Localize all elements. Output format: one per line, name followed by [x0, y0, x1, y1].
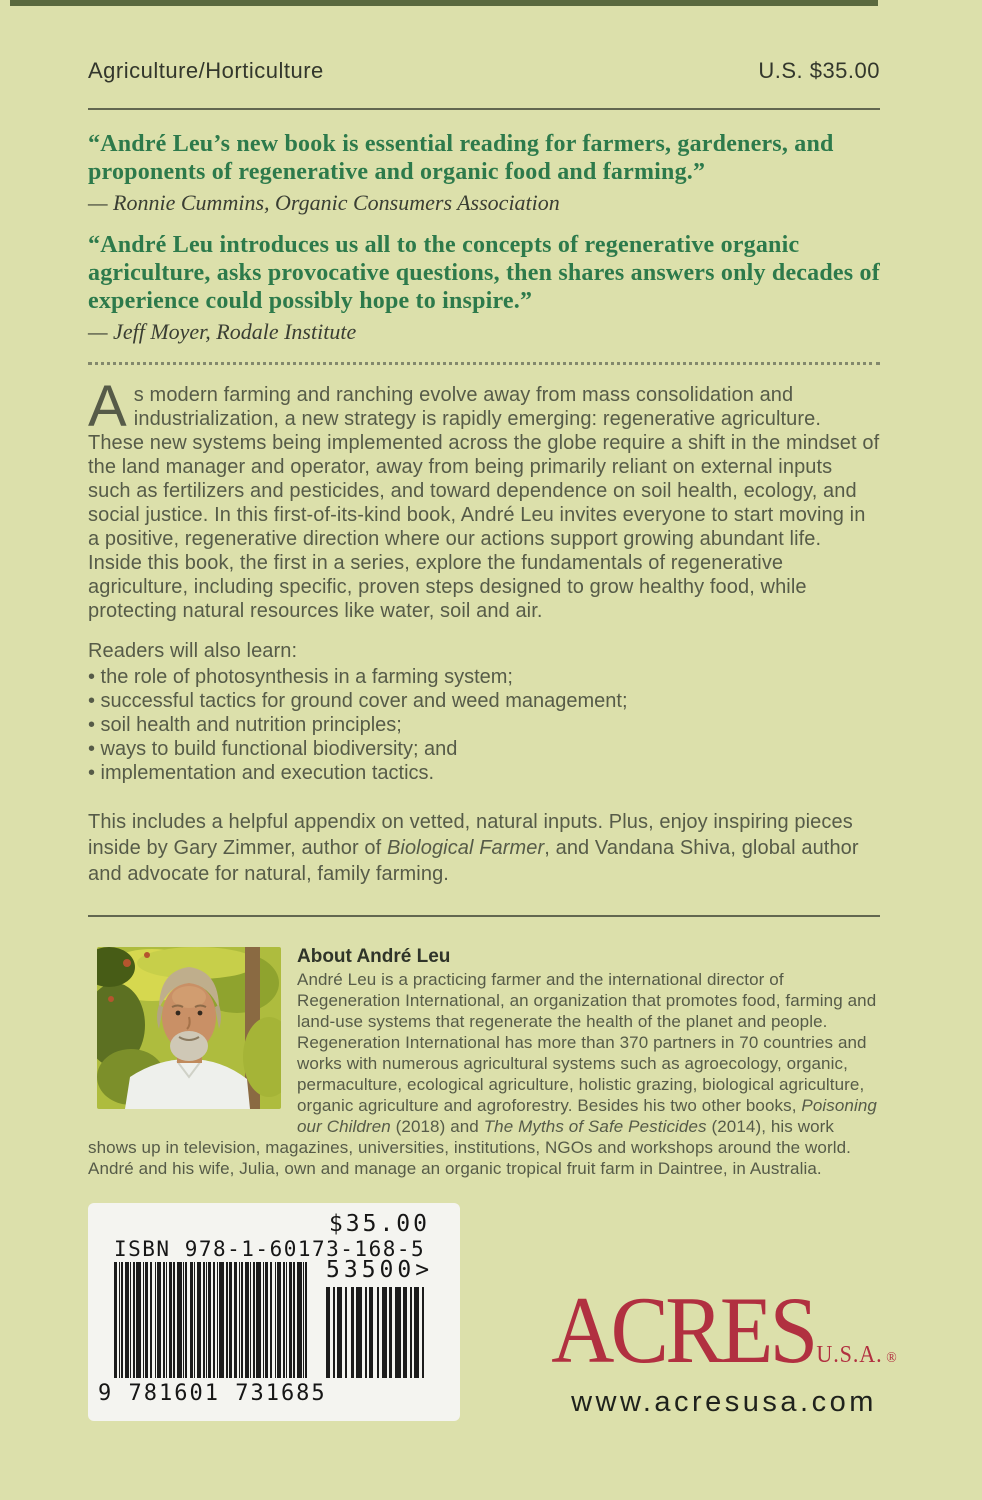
- book-title-italic: The Myths of Safe Pesticides: [483, 1117, 707, 1136]
- synopsis-text: s modern farming and ranching evolve away from mass consolidation and industrialization, a new strategy is rapidly emerging: regenerative agriculture. These new systems being implemented across the globe require a shift in the mindset of the land manager and operator, away from being primarily reliant on external inputs such as fertilizers and pesticides, and toward dependence on soil health, ecology, and social justice. In this first-of-its-kind book, André Leu invites everyone to start moving in a positive, regenerative direction where our actions support growing abundant life. Inside this book, the first in a series, explore the fundamentals of regenerative agriculture, including specific, proven steps designed to grow healthy food, while protecting natural resources like water, soil and air.: [88, 384, 880, 622]
- category-label: Agriculture/Horticulture: [88, 58, 324, 83]
- barcode-isbn: ISBN 978-1-60173-168-5: [114, 1237, 426, 1261]
- barcode-supplement: 53500>: [326, 1257, 434, 1283]
- about-text: (2018) and: [390, 1117, 484, 1136]
- about-author-section: [88, 943, 880, 1179]
- closing-text: This includes a helpful appendix on vetted, natural inputs. Plus, enjoy inspiring pieces inside by Gary Zimmer, author of: [88, 811, 853, 859]
- quote-attribution: — Jeff Moyer, Rodale Institute: [88, 319, 357, 344]
- barcode-bars: [114, 1262, 310, 1378]
- closing-text: , and Vandana Shiva, global author and advocate for natural, family farming.: [88, 837, 859, 885]
- book-title-italic: Biological Farmer: [386, 837, 545, 859]
- quote-text: “André Leu introduces us all to the concepts of regenerative organic agriculture, asks provocative questions, then shares answers only decades of experience could possibly hope to inspire.”: [88, 232, 880, 314]
- publisher-block: [551, 1277, 897, 1421]
- endorsement-quote-2: [88, 231, 880, 346]
- logo-wordmark: ACRES: [551, 1277, 815, 1383]
- quote-text: “André Leu’s new book is essential reading for farmers, gardeners, and proponents of regenerative and organic food and farming.”: [88, 131, 834, 185]
- barcode-digits: 9 781601 731685: [98, 1381, 327, 1406]
- registered-trademark-icon: ®: [886, 1350, 897, 1366]
- learn-intro: Readers will also learn:: [88, 640, 298, 662]
- about-text: André Leu is a practicing farmer and the international director of Regeneration International, an organization that promotes food, farming and land-use systems that regenerate the health of the planet and people. Regeneration International has more than 370 partners in 70 countries and works with numerous agricultural systems such as agroecology, organic, permaculture, ecological agriculture, holistic grazing, biological agriculture, organic agriculture and agroforestry. Besides his two other books,: [297, 970, 877, 1115]
- divider-bottom: [88, 915, 880, 917]
- cover-content: [0, 58, 982, 1421]
- list-item: • ways to build functional biodiversity; and: [88, 738, 458, 760]
- list-item: • the role of photosynthesis in a farming system;: [88, 666, 513, 688]
- closing-paragraph: [88, 809, 880, 887]
- book-top-edge: [10, 0, 878, 6]
- acres-usa-logo: [551, 1277, 897, 1383]
- barcode-label: [88, 1203, 460, 1421]
- about-text: (2014), his work shows up in television, magazines, universities, institutions, NGOs and workshops around the world. André and his wife, Julia, own and manage an organic tropical fruit farm in Daintree, in Australia.: [88, 1117, 851, 1178]
- book-title-italic: Poisoning our Children: [297, 1096, 877, 1136]
- header: [88, 58, 880, 84]
- divider-top: [88, 108, 880, 110]
- barcode-price: $35.00: [328, 1211, 430, 1237]
- logo-usa-suffix: U.S.A.: [816, 1342, 883, 1368]
- learn-list: [88, 665, 880, 785]
- drop-cap: A: [88, 374, 127, 439]
- synopsis-paragraph: [88, 374, 880, 623]
- publisher-website: www.acresusa.com: [571, 1386, 877, 1418]
- footer: [88, 1203, 897, 1421]
- quote-attribution: — Ronnie Cummins, Organic Consumers Association: [88, 190, 560, 215]
- about-heading: About André Leu: [297, 946, 451, 967]
- author-photo: [97, 947, 281, 1109]
- divider-dotted: [88, 362, 880, 365]
- endorsement-quote-1: [88, 130, 880, 217]
- barcode-supplement-bars: [326, 1287, 426, 1378]
- list-item: • successful tactics for ground cover and weed management;: [88, 690, 628, 712]
- list-item: • implementation and execution tactics.: [88, 762, 435, 784]
- list-item: • soil health and nutrition principles;: [88, 714, 402, 736]
- price-label: U.S. $35.00: [758, 58, 880, 83]
